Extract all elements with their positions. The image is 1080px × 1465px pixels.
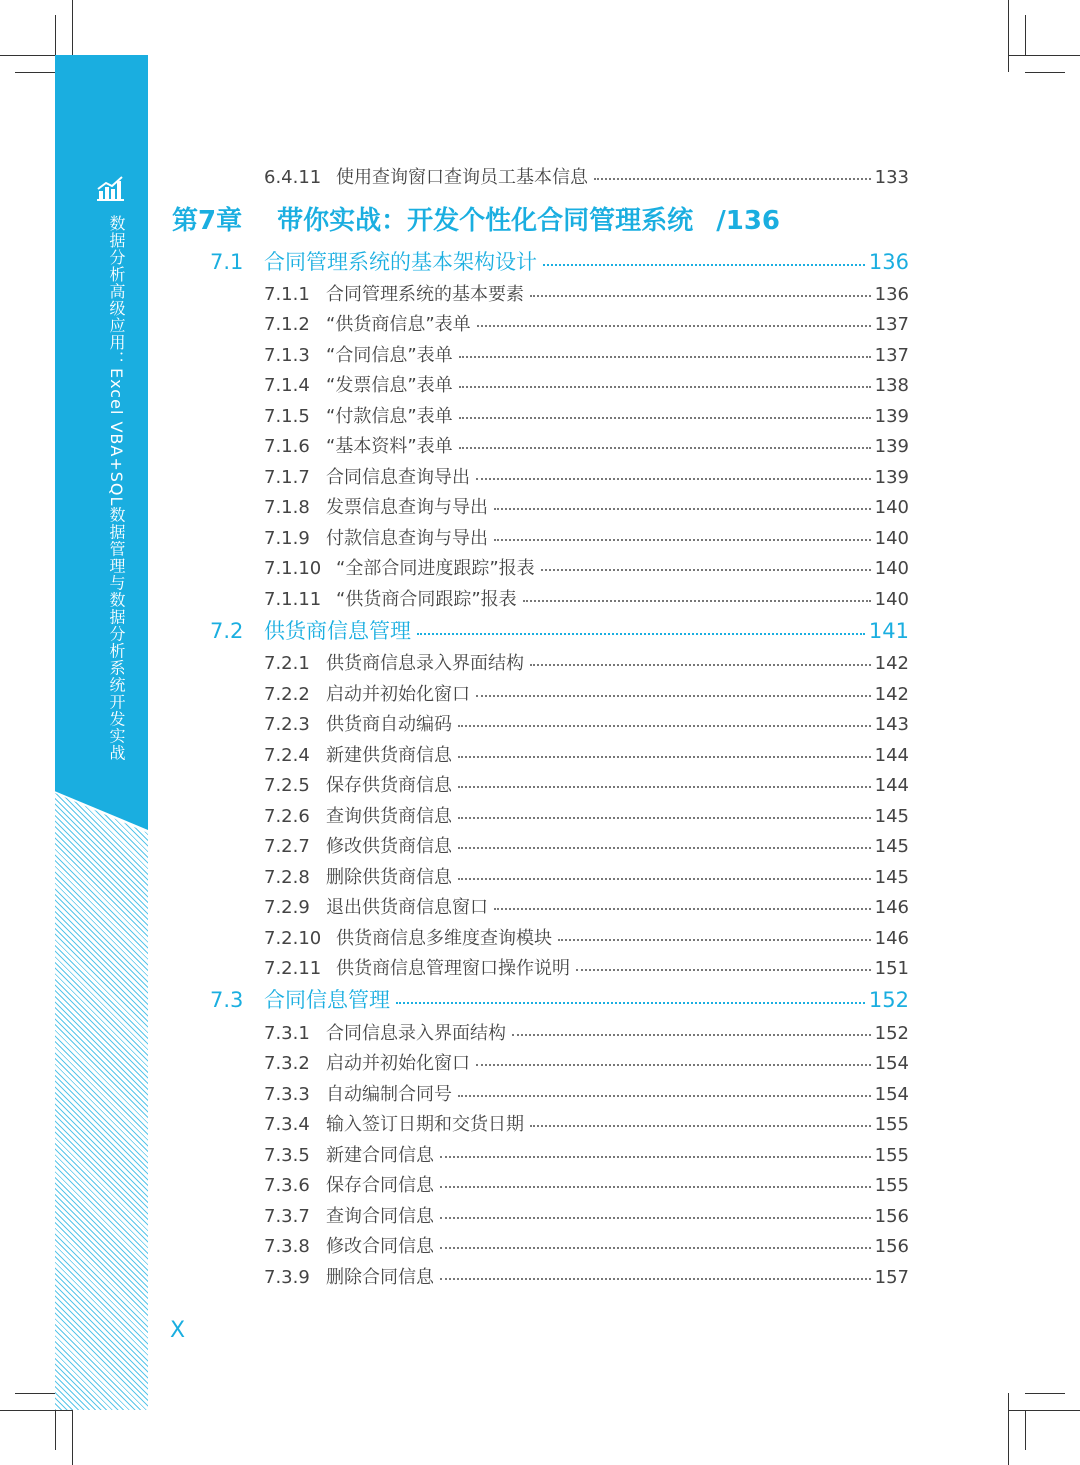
toc-entry[interactable] [264, 1110, 909, 1136]
entry-number: 7.3.3 [264, 1084, 310, 1105]
entry-title: 启动并初始化窗口 [326, 684, 470, 705]
toc-entry[interactable] [264, 1141, 909, 1167]
entry-title: 退出供货商信息窗口 [326, 897, 488, 918]
section-number: 7.3 [210, 988, 244, 1012]
entry-title: 新建供货商信息 [326, 745, 452, 766]
dot-leader [458, 847, 871, 849]
entry-page: 139 [874, 406, 909, 427]
entry-title: 付款信息查询与导出 [326, 528, 488, 549]
dot-leader [494, 508, 871, 510]
toc-section[interactable] [210, 615, 909, 645]
entry-number: 7.1.7 [264, 467, 310, 488]
entry-number: 7.1.2 [264, 314, 310, 335]
dot-leader [459, 356, 871, 358]
entry-number: 7.1.1 [264, 284, 310, 305]
entry-title: “供货商合同跟踪”报表 [336, 589, 517, 610]
dot-leader [459, 386, 871, 388]
entry-title: 合同管理系统的基本要素 [326, 284, 524, 305]
entry-number: 7.1.10 [264, 558, 322, 579]
entry-title: 自动编制合同号 [326, 1084, 452, 1105]
entry-page: 154 [874, 1084, 909, 1105]
section-page: 136 [868, 250, 909, 274]
entry-number: 7.2.6 [264, 806, 310, 827]
dot-leader [458, 786, 871, 788]
entry-number: 7.3.5 [264, 1145, 310, 1166]
toc-entry[interactable] [264, 802, 909, 828]
toc-entry[interactable] [264, 280, 909, 306]
dot-leader [440, 1217, 871, 1219]
entry-title: 启动并初始化窗口 [326, 1053, 470, 1074]
toc-entry[interactable] [264, 863, 909, 889]
toc-entry[interactable] [264, 1202, 909, 1228]
entry-title: “供货商信息”表单 [326, 314, 471, 335]
entry-title: 查询供货商信息 [326, 806, 452, 827]
crop-mark [1008, 1410, 1080, 1411]
crop-mark [15, 72, 55, 73]
entry-title: 供货商信息管理窗口操作说明 [336, 958, 570, 979]
entry-page: 157 [874, 1267, 909, 1288]
dot-leader [543, 264, 865, 266]
crop-mark [0, 1410, 72, 1411]
entry-page: 144 [874, 745, 909, 766]
toc-entry[interactable] [264, 310, 909, 336]
crop-mark [1008, 55, 1080, 56]
toc-entry[interactable] [264, 1232, 909, 1258]
entry-page: 138 [874, 375, 909, 396]
entry-page: 155 [874, 1145, 909, 1166]
toc-entry[interactable] [264, 1263, 909, 1289]
entry-number: 7.1.3 [264, 345, 310, 366]
entry-title: 查询合同信息 [326, 1206, 434, 1227]
entry-number: 7.2.5 [264, 775, 310, 796]
dot-leader [459, 417, 871, 419]
dot-leader [477, 325, 871, 327]
entry-page: 156 [874, 1236, 909, 1257]
entry-page: 137 [874, 314, 909, 335]
entry-page: 140 [874, 589, 909, 610]
entry-number: 7.2.10 [264, 928, 322, 949]
entry-number: 7.1.4 [264, 375, 310, 396]
toc-entry[interactable] [264, 741, 909, 767]
entry-page: 140 [874, 558, 909, 579]
entry-title: “基本资料”表单 [326, 436, 453, 457]
section-number: 7.1 [210, 250, 244, 274]
entry-title: 合同信息录入界面结构 [326, 1023, 506, 1044]
dot-leader [458, 725, 871, 727]
entry-number: 7.1.8 [264, 497, 310, 518]
toc-section[interactable] [210, 984, 909, 1014]
entry-title: 供货商信息录入界面结构 [326, 653, 524, 674]
toc-entry[interactable] [264, 371, 909, 397]
entry-page: 140 [874, 528, 909, 549]
entry-page: 144 [874, 775, 909, 796]
toc-entry[interactable] [264, 1080, 909, 1106]
toc-entry[interactable] [264, 832, 909, 858]
entry-page: 151 [874, 958, 909, 979]
chapter-title: 带你实战：开发个性化合同管理系统 [277, 206, 694, 236]
toc-entry[interactable] [264, 524, 909, 550]
entry-page: 143 [874, 714, 909, 735]
entry-number: 7.1.6 [264, 436, 310, 457]
dot-leader [476, 478, 871, 480]
dot-leader [476, 1064, 871, 1066]
toc-entry[interactable] [264, 649, 909, 675]
entry-number: 7.1.5 [264, 406, 310, 427]
section-page: 141 [868, 619, 909, 643]
entry-number: 7.2.9 [264, 897, 310, 918]
chapter-page: /136 [716, 206, 781, 236]
chapter-number: 第7章 [172, 206, 243, 236]
entry-page: 139 [874, 436, 909, 457]
toc-entry[interactable] [264, 893, 909, 919]
crop-mark [1025, 72, 1065, 73]
entry-number: 7.2.3 [264, 714, 310, 735]
crop-mark [1008, 0, 1009, 72]
toc-entry[interactable] [264, 163, 909, 189]
section-title: 合同信息管理 [264, 988, 390, 1012]
dot-leader [458, 756, 871, 758]
entry-number: 7.1.9 [264, 528, 310, 549]
page-number: X [170, 1318, 186, 1343]
entry-title: 保存合同信息 [326, 1175, 434, 1196]
entry-title: 供货商自动编码 [326, 714, 452, 735]
dot-leader [440, 1247, 871, 1249]
entry-title: 发票信息查询与导出 [326, 497, 488, 518]
entry-number: 7.3.8 [264, 1236, 310, 1257]
entry-page: 156 [874, 1206, 909, 1227]
entry-title: 修改供货商信息 [326, 836, 452, 857]
entry-page: 136 [874, 284, 909, 305]
entry-page: 146 [874, 897, 909, 918]
entry-number: 7.3.1 [264, 1023, 310, 1044]
toc-entry[interactable] [264, 554, 909, 580]
entry-page: 155 [874, 1175, 909, 1196]
entry-page: 140 [874, 497, 909, 518]
entry-page: 146 [874, 928, 909, 949]
toc-entry[interactable] [264, 771, 909, 797]
entry-number: 7.2.4 [264, 745, 310, 766]
entry-title: “付款信息”表单 [326, 406, 453, 427]
entry-number: 7.2.8 [264, 867, 310, 888]
dot-leader [530, 1125, 871, 1127]
dot-leader [476, 695, 871, 697]
dot-leader [530, 664, 871, 666]
entry-number: 7.1.11 [264, 589, 322, 610]
entry-title: 删除供货商信息 [326, 867, 452, 888]
dot-leader [576, 969, 871, 971]
entry-page: 139 [874, 467, 909, 488]
entry-page: 154 [874, 1053, 909, 1074]
crop-mark [55, 1410, 56, 1450]
dot-leader [558, 939, 871, 941]
entry-title: “全部合同进度跟踪”报表 [336, 558, 535, 579]
sidebar [55, 55, 148, 1410]
entry-page: 145 [874, 836, 909, 857]
entry-page: 142 [874, 653, 909, 674]
toc-entry[interactable] [264, 432, 909, 458]
entry-page: 145 [874, 806, 909, 827]
dot-leader [530, 295, 871, 297]
entry-title: 修改合同信息 [326, 1236, 434, 1257]
entry-number: 7.3.4 [264, 1114, 310, 1135]
entry-page: 137 [874, 345, 909, 366]
toc-entry[interactable] [264, 710, 909, 736]
dot-leader [494, 539, 871, 541]
entry-page: 133 [874, 167, 909, 188]
crop-mark [1025, 1410, 1026, 1450]
toc-entry[interactable] [264, 954, 909, 980]
crop-mark [15, 1393, 55, 1394]
entry-number: 6.4.11 [264, 167, 322, 188]
toc-entry[interactable] [264, 1019, 909, 1045]
entry-title: “合同信息”表单 [326, 345, 453, 366]
entry-title: 供货商信息多维度查询模块 [336, 928, 552, 949]
dot-leader [440, 1278, 871, 1280]
entry-number: 7.3.6 [264, 1175, 310, 1196]
dot-leader [523, 600, 871, 602]
toc-section[interactable] [210, 246, 909, 276]
entry-title: 合同信息查询导出 [326, 467, 470, 488]
sidebar-band [55, 55, 148, 830]
toc-entry[interactable] [264, 680, 909, 706]
entry-title: 使用查询窗口查询员工基本信息 [336, 167, 588, 188]
entry-number: 7.2.11 [264, 958, 322, 979]
section-number: 7.2 [210, 619, 244, 643]
book-title: 数据分析高级应用：Excel VBA+SQL数据管理与数据分析系统开发实战 [107, 215, 126, 762]
entry-title: 保存供货商信息 [326, 775, 452, 796]
crop-mark [1025, 1393, 1065, 1394]
toc-entry[interactable] [264, 341, 909, 367]
chapter-heading[interactable] [172, 200, 780, 237]
dot-leader [458, 878, 871, 880]
toc-entry[interactable] [264, 924, 909, 950]
dot-leader [512, 1034, 871, 1036]
crop-mark [1025, 15, 1026, 55]
dot-leader [458, 817, 871, 819]
toc-entry[interactable] [264, 1171, 909, 1197]
entry-page: 155 [874, 1114, 909, 1135]
bar-chart-icon [97, 175, 125, 201]
entry-title: 输入签订日期和交货日期 [326, 1114, 524, 1135]
section-title: 供货商信息管理 [264, 619, 411, 643]
section-title: 合同管理系统的基本架构设计 [264, 250, 537, 274]
dot-leader [417, 633, 865, 635]
dot-leader [440, 1186, 871, 1188]
entry-page: 145 [874, 867, 909, 888]
entry-page: 152 [874, 1023, 909, 1044]
toc-entry[interactable] [264, 1049, 909, 1075]
crop-mark [55, 15, 56, 55]
dot-leader [494, 908, 871, 910]
dot-leader [541, 569, 871, 571]
entry-number: 7.2.7 [264, 836, 310, 857]
entry-title: 新建合同信息 [326, 1145, 434, 1166]
entry-number: 7.2.2 [264, 684, 310, 705]
entry-title: 删除合同信息 [326, 1267, 434, 1288]
crop-mark [1008, 1393, 1009, 1465]
dot-leader [459, 447, 871, 449]
toc-entry[interactable] [264, 402, 909, 428]
dot-leader [396, 1002, 865, 1004]
dot-leader [594, 178, 871, 180]
entry-number: 7.3.2 [264, 1053, 310, 1074]
dot-leader [440, 1156, 871, 1158]
entry-number: 7.3.7 [264, 1206, 310, 1227]
entry-page: 142 [874, 684, 909, 705]
entry-title: “发票信息”表单 [326, 375, 453, 396]
dot-leader [458, 1095, 871, 1097]
toc-entry[interactable] [264, 463, 909, 489]
entry-number: 7.2.1 [264, 653, 310, 674]
section-page: 152 [868, 988, 909, 1012]
entry-number: 7.3.9 [264, 1267, 310, 1288]
toc-entry[interactable] [264, 493, 909, 519]
toc-entry[interactable] [264, 585, 909, 611]
